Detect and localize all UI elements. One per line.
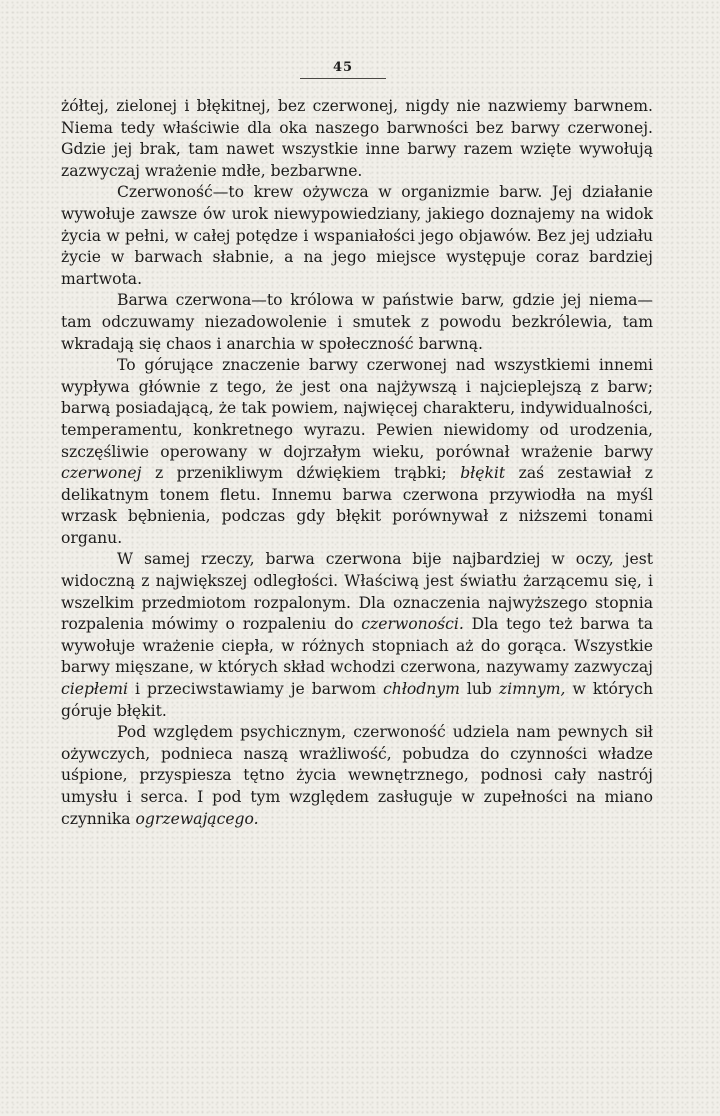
paragraph	[61, 549, 653, 722]
text-segment: To górujące znaczenie barwy czerwonej nad wszystkiemi innemi wypływa głównie z tego, że jest ona najżywszą i najcieplejszą z barw; barwą posiadającą, że tak powiem, najwięcej charakteru, indywidualności, temperamentu, konkretnego wyrazu. Pewien niewidomy od urodzenia, szczęśliwie operowany w dojrzałym wieku, porównał wrażenie barwy	[61, 356, 653, 461]
paragraph	[61, 96, 653, 182]
text-segment: zaś zestawiał z delikatnym tonem fletu. Innemu barwa czerwona przywiodła na myśl wrzask bębnienia, podczas gdy błękit porównywał z niższemi tonami organu.	[61, 464, 653, 547]
emphasized-text: ciepłemi	[61, 680, 128, 699]
paragraph	[61, 355, 653, 549]
emphasized-text: czerwoności.	[361, 615, 464, 634]
page-number: 45	[300, 60, 386, 79]
emphasized-text: błękit	[460, 464, 506, 483]
emphasized-text: czerwonej	[61, 464, 142, 483]
text-segment: Barwa czerwona—to królowa w państwie barw, gdzie jej niema—tam odczuwamy niezadowolenie i smutek z powodu bezkrólewia, tam wkradają się chaos i anarchia w społeczność barwną.	[61, 291, 653, 353]
text-body	[61, 96, 653, 830]
paragraph	[61, 290, 653, 355]
emphasized-text: zimnym,	[498, 680, 566, 699]
text-segment: żółtej, zielonej i błękitnej, bez czerwonej, nigdy nie nazwiemy barwnem. Niema tedy właściwie dla oka naszego barwności bez barwy czerwonej. Gdzie jej brak, tam nawet wszystkie inne barwy razem wzięte wywołują zazwyczaj wrażenie mdłe, bezbarwne.	[61, 97, 653, 180]
text-segment: i przeciwstawiamy je barwom	[128, 680, 384, 699]
emphasized-text: chłodnym	[383, 680, 460, 699]
paragraph	[61, 722, 653, 830]
text-segment: Czerwoność—to krew ożywcza w organizmie barw. Jej działanie wywołuje zawsze ów urok niewypowiedziany, jakiego doznajemy na widok życia w pełni, w całej potędze i wspaniałości jego objawów. Bez jej udziału życie w barwach słabnie, a na jego miejsce występuje coraz bardziej martwota.	[61, 183, 653, 288]
text-segment: Pod względem psychicznym, czerwoność udziela nam pewnych sił ożywczych, podnieca naszą wrażliwość, pobudza do czynności władze uśpione, przyspiesza tętno życia wewnętrznego, podnosi cały nastrój umysłu i serca. I pod tym względem zasługuje w zupełności na miano czynnika	[61, 723, 653, 828]
paragraph	[61, 182, 653, 290]
emphasized-text: ogrzewającego.	[135, 809, 259, 828]
text-segment: lub	[459, 680, 499, 699]
text-segment: z przenikliwym dźwiękiem trąbki;	[141, 464, 461, 483]
text-segment: w których góruje błękit.	[61, 680, 653, 720]
text-segment: W samej rzeczy, barwa czerwona bije najbardziej w oczy, jest widoczną z największej odległości. Właściwą jest światłu żarzącemu się, i wszelkim przedmiotom rozpalonym. Dla oznaczenia najwyższego stopnia rozpalenia mówimy o rozpaleniu do	[61, 550, 653, 634]
text-segment: Dla tego też barwa ta wywołuje wrażenie ciepła, w różnych stopniach aż do gorąca. Wszystkie barwy mięszane, w których skład wchodzi czerwona, nazywamy zazwyczaj	[61, 615, 654, 677]
